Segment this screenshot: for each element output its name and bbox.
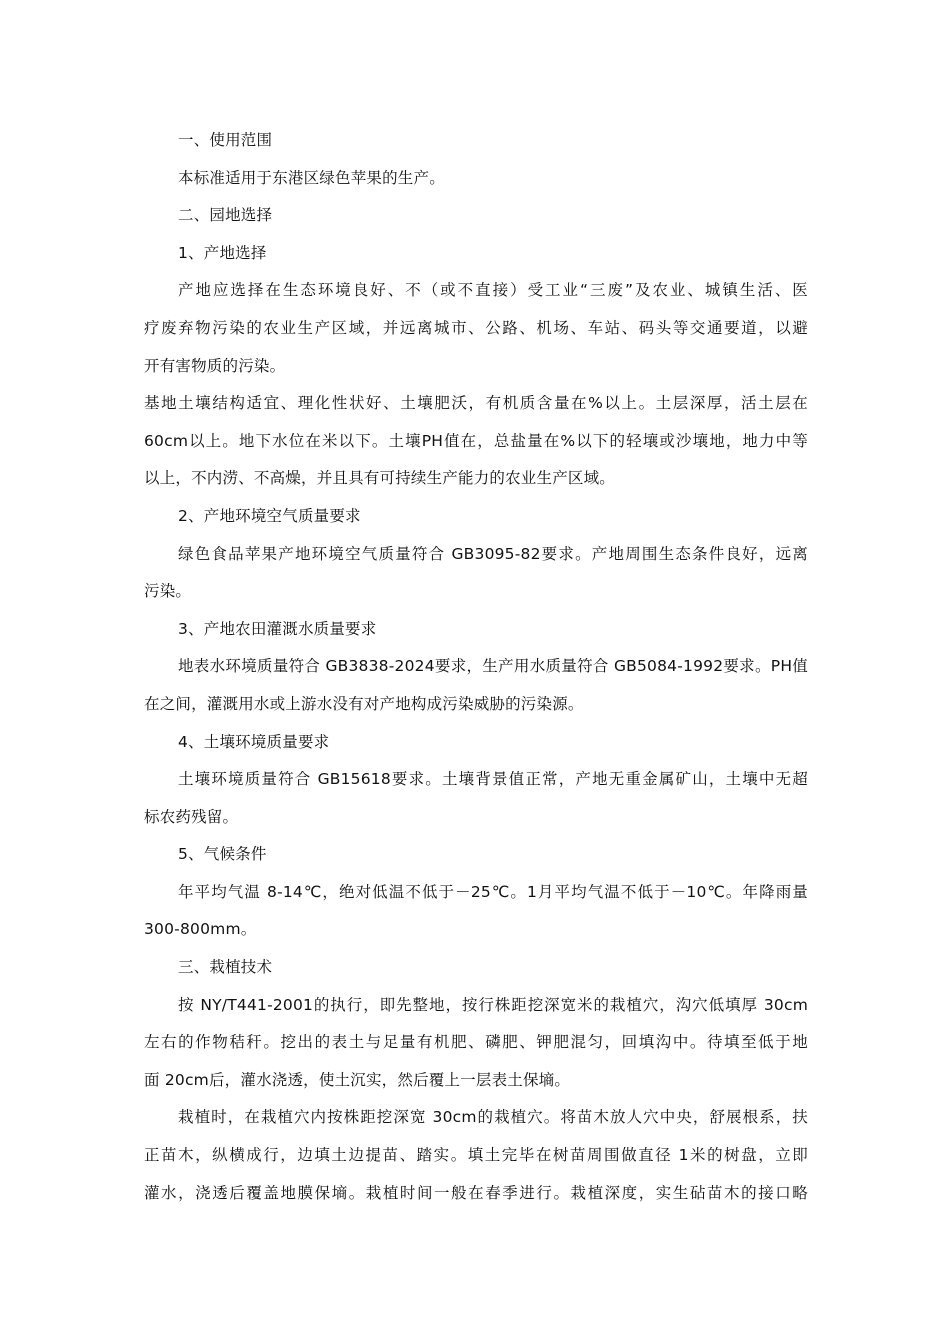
text-line: 灌水，浇透后覆盖地膜保墒。栽植时间一般在春季进行。栽植深度，实生砧苗木的接口略	[144, 1183, 808, 1202]
text-line: 疗废弃物污染的农业生产区域，并远离城市、公路、机场、车站、码头等交通要道，以避	[144, 318, 808, 337]
text-line: 绿色食品苹果产地环境空气质量符合 GB3095-82要求。产地周围生态条件良好，远离	[178, 544, 808, 563]
text-line: 正苗木，纵横成行，边填土边提苗、踏实。填土完毕在树苗周围做直径 1米的树盘，立即	[144, 1146, 808, 1165]
text-line: 60cm以上。地下水位在米以下。土壤PH值在，总盐量在%以下的轻壤或沙壤地，地力中等	[144, 431, 808, 450]
text-line: 按 NY/T441-2001的执行，即先整地，按行株距挖深宽米的栽植穴，沟穴低填厚 30cm	[178, 995, 808, 1014]
text-line: 污染。	[144, 582, 192, 601]
text-line: 开有害物质的污染。	[144, 356, 286, 375]
text-line: 三、栽植技术	[178, 958, 273, 977]
text-line: 左右的作物秸秆。挖出的表土与足量有机肥、磷肥、钾肥混匀，回填沟中。待填至低于地	[144, 1033, 808, 1052]
text-line: 二、园地选择	[178, 206, 273, 225]
text-line: 标农药残留。	[144, 807, 239, 826]
text-line: 面 20cm后，灌水浇透，使土沉实，然后覆上一层表土保墒。	[144, 1070, 571, 1089]
text-line: 在之间，灌溉用水或上游水没有对产地构成污染威胁的污染源。	[144, 694, 584, 713]
text-line: 4、土壤环境质量要求	[178, 732, 330, 751]
text-line: 1、产地选择	[178, 243, 267, 262]
text-line: 一、使用范围	[178, 131, 273, 149]
text-line: 年平均气温 8-14℃，绝对低温不低于－25℃。1月平均气温不低于－10℃。年降雨量	[178, 882, 808, 901]
text-line: 栽植时，在栽植穴内按株距挖深宽 30cm的栽植穴。将苗木放人穴中央，舒展根系，扶	[178, 1108, 808, 1127]
text-line: 300-800mm。	[144, 920, 257, 939]
text-line: 2、产地环境空气质量要求	[178, 506, 361, 525]
document-body	[144, 122, 808, 1212]
text-line: 3、产地农田灌溉水质量要求	[178, 619, 377, 638]
text-line: 土壤环境质量符合 GB15618要求。土壤背景值正常，产地无重金属矿山，土壤中无超	[178, 770, 808, 789]
text-line: 产地应选择在生态环境良好、不（或不直接）受工业“三废”及农业、城镇生活、医	[178, 281, 808, 300]
text-line: 基地土壤结构适宜、理化性状好、土壤肥沃，有机质含量在%以上。土层深厚，活土层在	[144, 394, 808, 413]
text-line: 本标准适用于东港区绿色苹果的生产。	[178, 168, 445, 187]
text-line: 以上，不内涝、不高燥，并且具有可持续生产能力的农业生产区域。	[144, 469, 616, 488]
text-line: 5、气候条件	[178, 845, 267, 864]
text-line: 地表水环境质量符合 GB3838-2024要求，生产用水质量符合 GB5084-1992要求。PH值	[178, 657, 808, 676]
